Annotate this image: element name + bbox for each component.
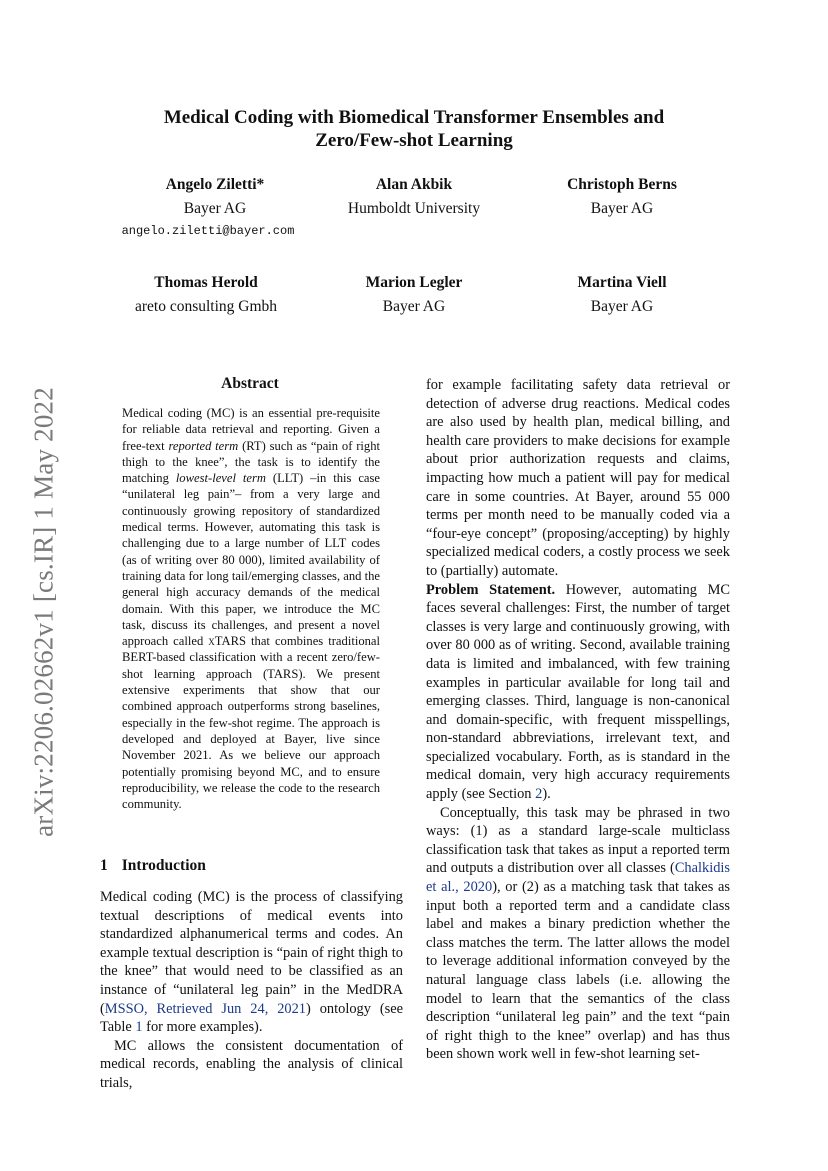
paragraph: Medical coding (MC) is the process of classifying textual descriptions of medical events into standardized alphanumerical terms and codes. An example textual description is “pain of right thigh to the knee” that would need to be classified as an instance of “unilateral leg pain” in the MedDRA (MSSO, Retrieved Jun 24, 2021) ontology (see Table 1 for more examples). [100,889,403,1036]
author-affiliation: Bayer AG [382,298,446,315]
abstract-body: Medical coding (MC) is an essential pre-requisite for reliable data retrieval and reporting. Given a free-text reported term (RT) such as “pain of right thigh to the knee”, the task is to identify the matching lowest-level term (LLT) –in this case “unilateral leg pain”– from a very large and continuously growing repository of standardized medical terms. However, automating this task is challenging due to a large number of LLT codes (as of writing over 80 000), limited availability of training data for long tail/emerging classes, and the general high accuracy demands of the medical domain. With this paper, we introduce the MC task, discuss its challenges, and present a novel approach called xTARS that combines traditional BERT-based classification with a recent zero/few-shot learning approach (TARS). We present extensive experiments that show that our combined approach outperforms strong baselines, especially in the few-shot regime. The approach is developed and deployed at Bayer, live since November 2021. As we believe our approach potentially promising beyond MC, and to ensure reproducibility, we release the code to the research community. [122,406,381,812]
paragraph: Conceptually, this task may be phrased in two ways: (1) as a standard large-scale multiclass classification task that takes as input a reported term and outputs a distribution over all classes (Chalkidis et al., 2020), or (2) as a matching task that takes as input both a reported term and a candidate class label and makes a binary prediction whether the class matches the term. The latter allows the model to leverage additional information conveyed by the natural language class labels (i.e. allowing the model to learn that the semantics of the class description “unilateral leg pain” and the text “pain of right thigh to the knee” overlap) and has thus been shown work well in few-shot learning set- [426,804,730,1063]
paragraph-lead: Problem Statement. [426,581,556,598]
author-name: Marion Legler [365,274,463,291]
section-number: 1 [100,857,108,874]
citation-link[interactable]: Chalkidis et al., 2020 [426,860,730,896]
author-name: Christoph Berns [567,176,677,193]
author-email: angelo.ziletti@bayer.com [121,224,295,238]
abstract-heading: Abstract [221,375,279,392]
paper-title [120,106,708,152]
author-affiliation: Humboldt University [347,200,481,217]
right-column-body [426,376,730,1064]
author-name: Martina Viell [577,274,667,291]
citation-link[interactable]: MSSO, Retrieved Jun 24, 2021 [104,1000,307,1017]
author-block [522,173,722,221]
section-reference-link[interactable]: 2 [535,786,543,803]
paragraph: Problem Statement. However, automating MC faces several challenges: First, the number of target classes is very large and continuously growing, with over 80 000 as of writing. Second, available training data is limited and imbalanced, with few training examples in particular available for long tail and emerging classes. Third, language is non-canonical and domain-specific, with frequent misspellings, non-standard abbreviations, irrelevant text, and specialized vocabulary. Forth, as is standard in the medical domain, very high accuracy requirements apply (see Section 2). [426,581,730,803]
arxiv-identifier-stamp: arXiv:2206.02662v1 [cs.IR] 1 May 2022 [28,387,59,837]
paragraph: MC allows the consistent documentation of medical records, enabling the analysis of clinical trials, [100,1037,403,1091]
author-affiliation: Bayer AG [590,298,654,315]
title-line-1: Medical Coding with Biomedical Transformer Ensembles and [163,107,665,128]
author-name: Angelo Ziletti* [165,176,265,193]
section-heading [100,857,400,875]
section-title: Introduction [121,857,206,874]
author-name: Thomas Herold [154,274,258,291]
title-line-2: Zero/Few-shot Learning [315,130,513,151]
author-block [522,271,722,319]
left-column-body [100,888,403,1093]
paragraph: for example facilitating safety data retrieval or detection of adverse drug reactions. Medical codes are also used by health plan, medical billing, and health care providers to make decisions for example about prior authorization requests and claims, impacting how much a patient will pay for medical care in some countries. At Bayer, around 55 000 terms per month need to be manually coded via a “four-eye concept” (proposing/accepting) by highly specialized medical coders, a costly process we seek to (partially) automate. [426,377,730,579]
author-block [314,173,514,221]
table-reference-link[interactable]: 1 [135,1019,143,1036]
author-affiliation: Bayer AG [183,200,247,217]
author-affiliation: areto consulting Gmbh [134,298,278,315]
author-block [314,271,514,319]
author-block [100,271,312,319]
author-block [120,173,310,221]
author-affiliation: Bayer AG [590,200,654,217]
author-name: Alan Akbik [375,176,453,193]
